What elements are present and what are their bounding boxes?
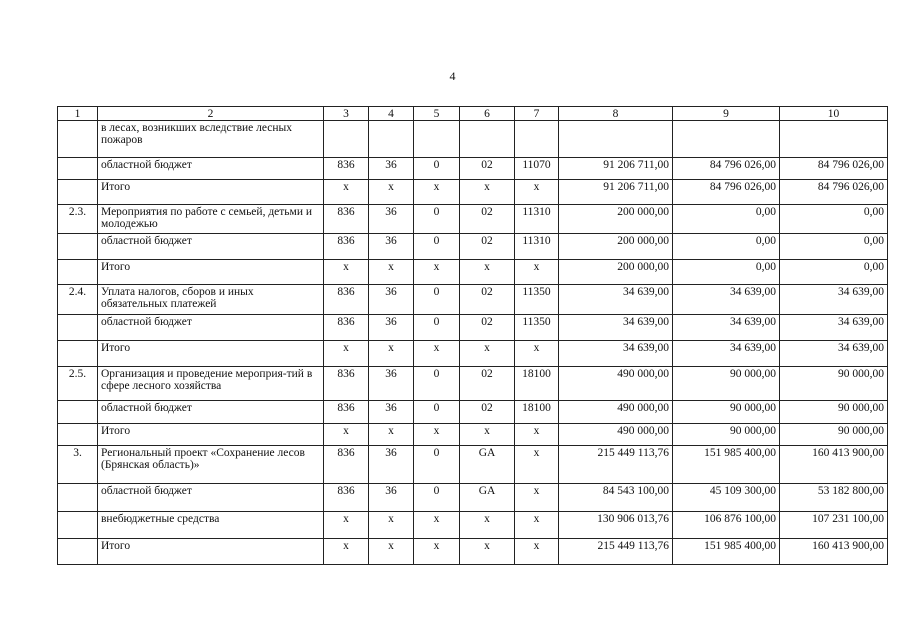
description-cell: областной бюджет [98, 484, 324, 512]
code-5-cell: x [414, 424, 460, 446]
amount-10-cell: 34 639,00 [780, 285, 888, 315]
table-row [58, 367, 888, 401]
code-7-cell: 18100 [515, 367, 559, 401]
table-row [58, 121, 888, 158]
table-row [58, 424, 888, 446]
code-4-cell: x [369, 180, 414, 205]
code-3-cell: 836 [324, 401, 369, 424]
table-row [58, 234, 888, 260]
code-5-cell: 0 [414, 315, 460, 341]
code-5-cell: x [414, 539, 460, 565]
amount-10-cell: 107 231 100,00 [780, 512, 888, 539]
code-6-cell: x [460, 539, 515, 565]
table-row [58, 205, 888, 234]
amount-8-cell: 84 543 100,00 [559, 484, 673, 512]
code-4-cell: 36 [369, 315, 414, 341]
code-6-cell [460, 121, 515, 158]
amount-8-cell: 130 906 013,76 [559, 512, 673, 539]
amount-8-cell: 34 639,00 [559, 341, 673, 367]
code-7-cell: 11350 [515, 315, 559, 341]
description-cell: Региональный проект «Сохранение лесов (Брянская область)» [98, 446, 324, 484]
amount-10-cell: 0,00 [780, 260, 888, 285]
code-3-cell: 836 [324, 205, 369, 234]
amount-9-cell: 151 985 400,00 [673, 539, 780, 565]
item-number-cell [58, 512, 98, 539]
item-number-cell [58, 424, 98, 446]
amount-10-cell: 84 796 026,00 [780, 180, 888, 205]
header-cell-6: 6 [460, 107, 515, 121]
code-5-cell: x [414, 341, 460, 367]
code-3-cell: 836 [324, 367, 369, 401]
table-row [58, 539, 888, 565]
code-7-cell: x [515, 341, 559, 367]
code-7-cell: x [515, 539, 559, 565]
code-4-cell [369, 121, 414, 158]
code-7-cell: x [515, 424, 559, 446]
page-number: 4 [449, 69, 456, 83]
header-cell-10: 10 [780, 107, 888, 121]
code-4-cell: 36 [369, 484, 414, 512]
amount-10-cell: 0,00 [780, 205, 888, 234]
amount-9-cell: 84 796 026,00 [673, 158, 780, 180]
description-cell: областной бюджет [98, 401, 324, 424]
code-7-cell: 11070 [515, 158, 559, 180]
code-6-cell: GA [460, 446, 515, 484]
amount-9-cell: 34 639,00 [673, 341, 780, 367]
code-6-cell: x [460, 424, 515, 446]
item-number-cell [58, 401, 98, 424]
amount-9-cell [673, 121, 780, 158]
code-6-cell: 02 [460, 234, 515, 260]
code-7-cell: 11350 [515, 285, 559, 315]
description-cell: Мероприятия по работе с семьей, детьми и молодежью [98, 205, 324, 234]
item-number-cell [58, 484, 98, 512]
code-3-cell: 836 [324, 285, 369, 315]
code-6-cell: 02 [460, 158, 515, 180]
description-cell: Итого [98, 539, 324, 565]
code-5-cell: 0 [414, 446, 460, 484]
code-7-cell: x [515, 260, 559, 285]
code-7-cell: 11310 [515, 205, 559, 234]
table-row [58, 484, 888, 512]
table-row [58, 180, 888, 205]
amount-8-cell: 34 639,00 [559, 315, 673, 341]
code-3-cell: 836 [324, 234, 369, 260]
code-5-cell: 0 [414, 205, 460, 234]
description-cell: Уплата налогов, сборов и иных обязательных платежей [98, 285, 324, 315]
table-row [58, 158, 888, 180]
amount-9-cell: 151 985 400,00 [673, 446, 780, 484]
amount-10-cell: 160 413 900,00 [780, 446, 888, 484]
amount-9-cell: 0,00 [673, 234, 780, 260]
item-number-cell [58, 180, 98, 205]
amount-8-cell: 215 449 113,76 [559, 539, 673, 565]
item-number-cell: 2.5. [58, 367, 98, 401]
amount-9-cell: 106 876 100,00 [673, 512, 780, 539]
header-cell-7: 7 [515, 107, 559, 121]
amount-10-cell: 90 000,00 [780, 367, 888, 401]
amount-10-cell: 84 796 026,00 [780, 158, 888, 180]
code-6-cell: 02 [460, 205, 515, 234]
item-number-cell [58, 539, 98, 565]
code-4-cell: x [369, 260, 414, 285]
table-row [58, 285, 888, 315]
item-number-cell [58, 158, 98, 180]
table-row [58, 341, 888, 367]
code-7-cell: x [515, 512, 559, 539]
code-7-cell: x [515, 484, 559, 512]
budget-table [57, 106, 888, 565]
code-5-cell [414, 121, 460, 158]
code-5-cell: 0 [414, 285, 460, 315]
amount-9-cell: 34 639,00 [673, 315, 780, 341]
code-7-cell [515, 121, 559, 158]
amount-9-cell: 84 796 026,00 [673, 180, 780, 205]
amount-10-cell [780, 121, 888, 158]
code-7-cell: 11310 [515, 234, 559, 260]
amount-8-cell: 215 449 113,76 [559, 446, 673, 484]
code-7-cell: 18100 [515, 401, 559, 424]
code-3-cell: x [324, 512, 369, 539]
amount-10-cell: 90 000,00 [780, 424, 888, 446]
description-cell: внебюджетные средства [98, 512, 324, 539]
item-number-cell [58, 341, 98, 367]
code-3-cell [324, 121, 369, 158]
code-5-cell: 0 [414, 367, 460, 401]
code-6-cell: 02 [460, 315, 515, 341]
code-7-cell: x [515, 180, 559, 205]
amount-10-cell: 160 413 900,00 [780, 539, 888, 565]
amount-9-cell: 90 000,00 [673, 424, 780, 446]
code-4-cell: 36 [369, 401, 414, 424]
code-5-cell: 0 [414, 484, 460, 512]
header-cell-2: 2 [98, 107, 324, 121]
amount-10-cell: 0,00 [780, 234, 888, 260]
code-5-cell: 0 [414, 234, 460, 260]
amount-9-cell: 34 639,00 [673, 285, 780, 315]
description-cell: областной бюджет [98, 158, 324, 180]
amount-8-cell: 490 000,00 [559, 424, 673, 446]
code-4-cell: x [369, 341, 414, 367]
table-row [58, 512, 888, 539]
code-6-cell: 02 [460, 401, 515, 424]
item-number-cell: 2.3. [58, 205, 98, 234]
amount-8-cell: 490 000,00 [559, 401, 673, 424]
amount-8-cell: 200 000,00 [559, 234, 673, 260]
description-cell: Итого [98, 341, 324, 367]
code-4-cell: 36 [369, 205, 414, 234]
code-6-cell: x [460, 512, 515, 539]
code-6-cell: GA [460, 484, 515, 512]
code-4-cell: 36 [369, 285, 414, 315]
amount-8-cell: 200 000,00 [559, 205, 673, 234]
description-cell: в лесах, возникших вследствие лесных пожаров [98, 121, 324, 158]
amount-8-cell: 34 639,00 [559, 285, 673, 315]
item-number-cell: 3. [58, 446, 98, 484]
amount-10-cell: 34 639,00 [780, 341, 888, 367]
header-cell-9: 9 [673, 107, 780, 121]
code-3-cell: x [324, 424, 369, 446]
code-4-cell: x [369, 512, 414, 539]
description-cell: Итого [98, 424, 324, 446]
amount-10-cell: 90 000,00 [780, 401, 888, 424]
header-cell-4: 4 [369, 107, 414, 121]
code-3-cell: 836 [324, 446, 369, 484]
code-5-cell: 0 [414, 158, 460, 180]
code-5-cell: x [414, 180, 460, 205]
code-4-cell: 36 [369, 367, 414, 401]
amount-8-cell: 91 206 711,00 [559, 158, 673, 180]
code-3-cell: 836 [324, 315, 369, 341]
description-cell: Итого [98, 260, 324, 285]
item-number-cell [58, 260, 98, 285]
header-cell-3: 3 [324, 107, 369, 121]
amount-8-cell: 200 000,00 [559, 260, 673, 285]
code-6-cell: x [460, 180, 515, 205]
code-3-cell: x [324, 180, 369, 205]
code-3-cell: x [324, 260, 369, 285]
code-4-cell: 36 [369, 234, 414, 260]
amount-8-cell: 91 206 711,00 [559, 180, 673, 205]
amount-9-cell: 90 000,00 [673, 401, 780, 424]
amount-9-cell: 0,00 [673, 205, 780, 234]
code-3-cell: 836 [324, 484, 369, 512]
table-row [58, 446, 888, 484]
header-cell-8: 8 [559, 107, 673, 121]
amount-8-cell [559, 121, 673, 158]
description-cell: Итого [98, 180, 324, 205]
code-3-cell: x [324, 539, 369, 565]
table-row [58, 260, 888, 285]
code-7-cell: x [515, 446, 559, 484]
code-6-cell: 02 [460, 367, 515, 401]
code-4-cell: 36 [369, 446, 414, 484]
code-6-cell: x [460, 260, 515, 285]
code-3-cell: 836 [324, 158, 369, 180]
code-4-cell: x [369, 539, 414, 565]
description-cell: Организация и проведение мероприя-тий в сфере лесного хозяйства [98, 367, 324, 401]
code-5-cell: x [414, 260, 460, 285]
description-cell: областной бюджет [98, 315, 324, 341]
code-4-cell: x [369, 424, 414, 446]
code-3-cell: x [324, 341, 369, 367]
table-header-row [58, 107, 888, 121]
amount-9-cell: 90 000,00 [673, 367, 780, 401]
code-4-cell: 36 [369, 158, 414, 180]
table-row [58, 401, 888, 424]
item-number-cell [58, 121, 98, 158]
header-cell-5: 5 [414, 107, 460, 121]
code-6-cell: 02 [460, 285, 515, 315]
code-5-cell: 0 [414, 401, 460, 424]
header-cell-1: 1 [58, 107, 98, 121]
item-number-cell [58, 234, 98, 260]
code-6-cell: x [460, 341, 515, 367]
item-number-cell: 2.4. [58, 285, 98, 315]
description-cell: областной бюджет [98, 234, 324, 260]
amount-10-cell: 34 639,00 [780, 315, 888, 341]
code-5-cell: x [414, 512, 460, 539]
item-number-cell [58, 315, 98, 341]
amount-9-cell: 45 109 300,00 [673, 484, 780, 512]
amount-9-cell: 0,00 [673, 260, 780, 285]
table-row [58, 315, 888, 341]
amount-10-cell: 53 182 800,00 [780, 484, 888, 512]
amount-8-cell: 490 000,00 [559, 367, 673, 401]
